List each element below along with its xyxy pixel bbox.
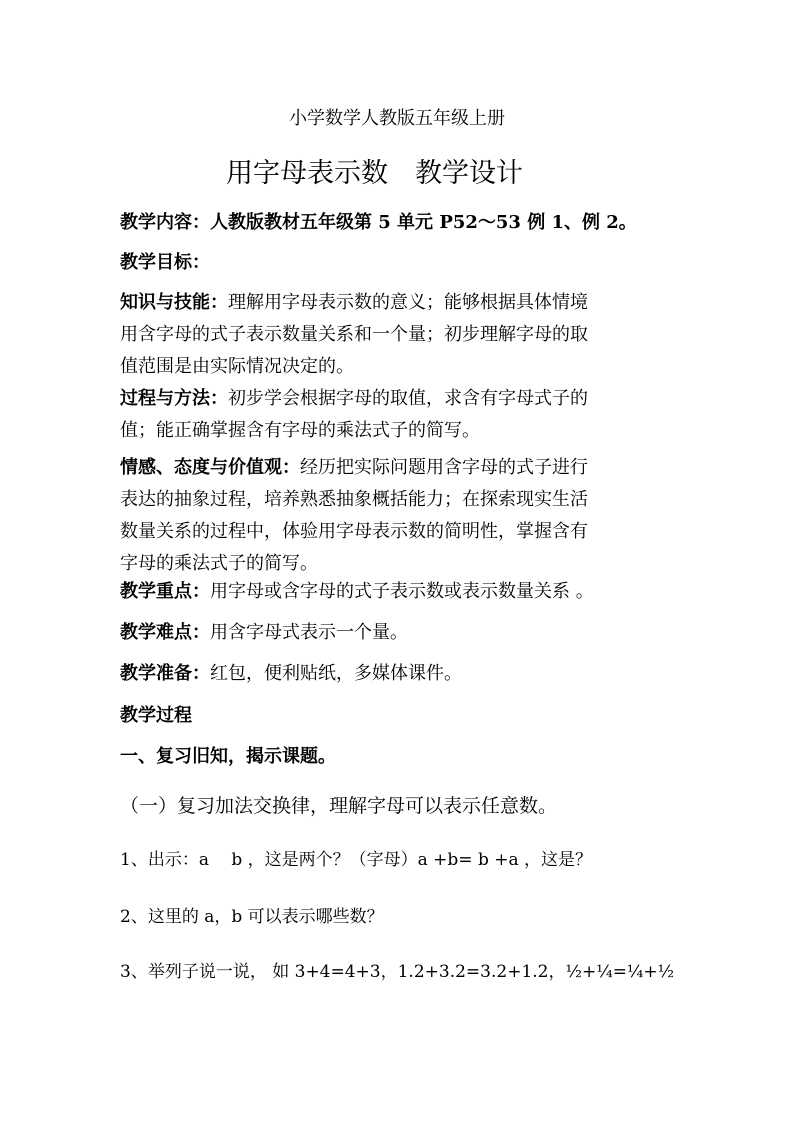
process-line-2: 值；能正确掌握含有字母的乘法式子的简写。: [120, 420, 480, 441]
key-paragraph: [120, 576, 680, 608]
emotion-line-1: 经历把实际问题用含字母的式子进行: [300, 457, 588, 478]
process-paragraph: [120, 383, 680, 447]
difficulty-text: 用含字母式表示一个量。: [210, 622, 408, 643]
key-text: 用字母或含字母的式子表示数或表示数量关系 。: [210, 581, 594, 602]
prep-text: 红包，便利贴纸，多媒体课件。: [210, 663, 462, 684]
goals-heading: 教学目标：: [120, 252, 210, 273]
knowledge-label: 知识与技能：: [120, 292, 228, 313]
difficulty-label: 教学难点：: [120, 622, 210, 643]
emotion-line-4: 字母的乘法式子的简写。: [120, 553, 318, 574]
knowledge-paragraph: [120, 287, 680, 383]
process-label: 过程与方法：: [120, 388, 228, 409]
section-1-heading: 一、复习旧知，揭示课题。: [120, 746, 336, 767]
content-label: 教学内容：: [120, 212, 210, 233]
document-title: 用字母表示数 教学设计: [226, 158, 523, 189]
list-item-3: 3、举列子说一说， 如 3+4=4+3，1.2+3.2=3.2+1.2，½+¼=¼+½: [120, 962, 675, 982]
content-paragraph: [120, 207, 680, 239]
knowledge-line-1: 理解用字母表示数的意义；能够根据具体情境: [228, 292, 588, 313]
emotion-line-2: 表达的抽象过程，培养熟悉抽象概括能力；在探索现实生活: [120, 489, 588, 510]
difficulty-paragraph: [120, 617, 680, 649]
emotion-paragraph: [120, 452, 680, 580]
emotion-line-3: 数量关系的过程中，体验用字母表示数的简明性，掌握含有: [120, 521, 588, 542]
document-subtitle: 小学数学人教版五年级上册: [289, 108, 505, 129]
list-item-1: 1、出示：a b ，这是两个？（字母）a +b= b +a ，这是？: [120, 850, 593, 870]
emotion-label: 情感、态度与价值观：: [120, 457, 300, 478]
prep-label: 教学准备：: [120, 663, 210, 684]
knowledge-line-2: 用含字母的式子表示数量关系和一个量；初步理解字母的取: [120, 324, 588, 345]
key-label: 教学重点：: [120, 581, 210, 602]
list-item-2: 2、这里的 a，b 可以表示哪些数？: [120, 907, 384, 927]
prep-paragraph: [120, 658, 680, 690]
process-line-1: 初步学会根据字母的取值，求含有字母式子的: [228, 388, 588, 409]
subsection-1-heading: （一）复习加法交换律，理解字母可以表示任意数。: [120, 795, 558, 817]
content-text: 人教版教材五年级第 5 单元 P52～53 例 1、例 2。: [210, 212, 637, 233]
process-heading: 教学过程: [120, 705, 192, 726]
knowledge-line-3: 值范围是由实际情况决定的。: [120, 356, 354, 377]
